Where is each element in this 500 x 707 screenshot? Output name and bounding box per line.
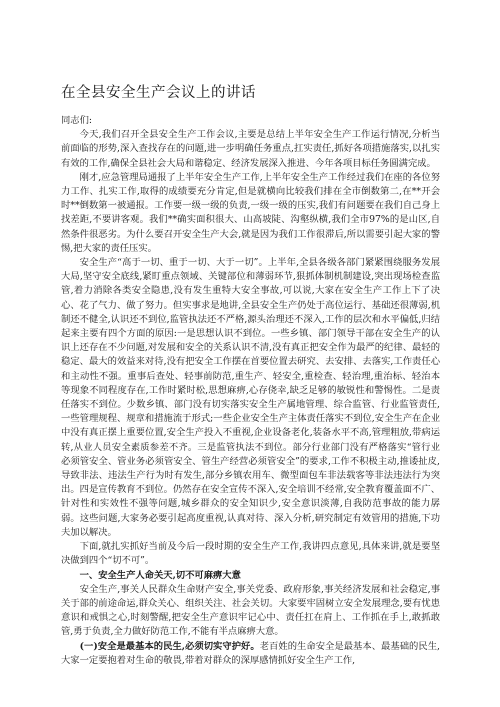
paragraph-report: 刚才,应急管理局通报了上半年安全生产工作,上半年安全生产工作经过我们在座的各位努力工作、扎实工作,取得的成绩要充分肯定,但是就横向比较我们排在全市倒数第二,在**开会时**倒数第一被通报。工作要一级一级的负责,一级一级的压实,我们有问题要在我们自己身上找差距,不要讲客观。我们**确实面积很大、山高坡陡、沟壑纵横,我们全市97%的是山区,自然条件很恶劣。为什么要召开安全生产大会,就是因为我们工作很滞后,所以需要引起大家的警惕,把大家的责任压实。	[61, 171, 440, 254]
paragraph-section-1: 安全生产,事关人民群众生命财产安全,事关党委、政府形象,事关经济发展和社会稳定,事关于部的前途命运,群众关心、组织关注、社会关切。大家要牢固树立安全发展理念,要有忧患意识和戒惧之心,时刻警醒,把安全生产意识牢记心中、责任扛在肩上、工作抓在手上,敢抓敢管,勇于负责,全力做好防范工作,不能有半点麻痹大意。	[61, 583, 440, 638]
subsection-text-1: 老百姓的生命安全是最基本、最基础的民生,大家一定要抱着对生命的敬畏,带着对群众的深厚感情抓好安全生产工作,	[61, 640, 440, 666]
paragraph-transition: 下面,就扎实抓好当前及今后一段时期的安全生产工作,我讲四点意见,具体来讲,就是要坚决做到四个“切不可”。	[61, 541, 440, 567]
subsection-heading-1: (一)安全是最基本的民生,必须切实守护好。	[79, 640, 260, 652]
document-title: 在全县安全生产会议上的讲话	[61, 85, 256, 101]
paragraph-problems: 安全生产“高于一切、重于一切、大于一切”。上半年,全县各级各部门紧紧围绕服务发展大局,坚守安全底线,紧盯重点领域、关键部位和薄弱环节,狠抓体制机制建设,突出现场检查监管,着力消除各类安全隐患,没有发生重特大安全事故,可以说,大家在安全生产工作上下了决心、花了气力、做了努力。但实事求是地讲,全县安全生产仍处于高位运行、基础还很薄弱,机制还不健全,认识还不到位,监管执法还不严格,源头治理还不深入,工作的层次和水平偏低,归结起来主要有四个方面的原因:一是思想认识不到位。一些乡镇、部门领导干部在安全生产的认识上还存在不少问题,对发展和安全的关系认识不清,没有真正把安全作为最严的纪律、最轻的稳定、最大的效益来对待,没有把安全工作摆在首要位置去研究、去安排、去落实,工作责任心和主动性不强。重事后查处、轻事前防范,重生产、轻安全,重检查、轻治理,重治标、轻治本等现象不同程度存在,工作时紧时松,思想麻痹,心存侥幸,缺乏足够的敏锐性和警惕性。二是责任落实不到位。少数乡镇、部门没有切实落实安全生产属地管理、综合监管、行业监管责任,一些管理规程、规章和措施流于形式;一些企业安全生产主体责任落实不到位,安全生产在企业中没有真正摆上重要位置,安全生产投入不重视,企业设备老化,装备水平不高,管理粗放,带病运转,从业人员安全素质参差不齐。三是监管执法不到位。部分行业部门没有严格落实“管行业必须管安全、管业务必须管安全、管生产经营必须管安全”的要求,工作不积极主动,推诿扯皮,导致非法、违法生产行为时有发生,部分乡镇农用车、微型面包车非法载客等非法违法行为突出。四是宣传教育不到位。仍然存在安全宣传不深入,安全培训不经常,安全教育覆盖面不广、针对性和实效性不强等问题,城乡群众的安全知识少,安全意识淡薄,自我防范事故的能力孱弱。这些问题,大家务必要引起高度重视,认真对待、深入分析,研究制定有效管用的措施,下功夫加以解决。	[61, 257, 440, 538]
salutation: 同志们:	[61, 115, 93, 126]
paragraph-subsection-1	[61, 640, 440, 668]
paragraph-intro: 今天,我们召开全县安全生产工作会议,主要是总结上半年安全生产工作运行情况,分析当前面临的形势,深入查找存在的问题,进一步明确任务重点,扛实责任,抓好各项措施落实,以扎实有效的工作,确保全县社会大局和谐稳定、经济发展深入推进、今年各项目标任务圆满完成。	[61, 129, 440, 169]
document-body	[61, 114, 440, 668]
section-heading-1: 一、安全生产人命关天,切不可麻痹大意	[79, 569, 241, 581]
